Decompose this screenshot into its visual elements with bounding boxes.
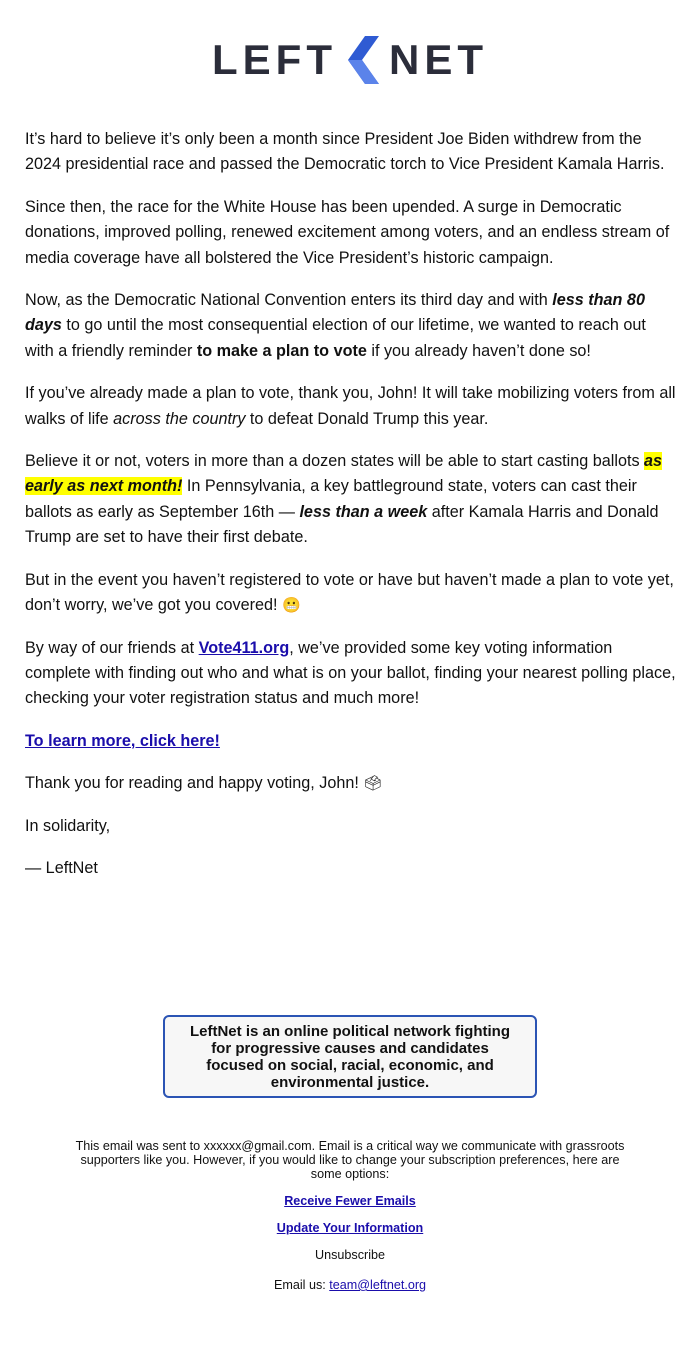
leftnet-logo — [0, 36, 700, 84]
emphasis-80-days: less than 80 days — [25, 291, 645, 335]
paragraph-intro: It’s hard to believe it’s only been a month since President Joe Biden withdrew from the 2024 presidential race and passed the Democratic torch to Vice President Kamala Harris. — [25, 130, 665, 174]
emphasis-plan-to-vote: to make a plan to vote — [196, 341, 367, 360]
unsubscribe-link[interactable]: Unsubscribe — [315, 1248, 385, 1262]
paragraph-covered: But in the event you haven’t registered to vote or have but haven’t made a plan to vote yet, don’t worry, we’ve got you covered! 😬 — [25, 570, 674, 615]
vote411-link[interactable]: Vote411.org — [198, 638, 290, 657]
logo-left-text: LEFT — [212, 36, 337, 83]
receive-fewer-emails-link[interactable]: Receive Fewer Emails — [284, 1194, 416, 1208]
chevron-logo-icon — [345, 36, 379, 84]
learn-more-link[interactable]: To learn more, click here! — [25, 731, 220, 750]
footer-contact — [70, 1278, 630, 1292]
emphasis-less-than-week: less than a week — [299, 502, 428, 521]
paragraph-vote411: By way of our friends at Vote411.org, we’ve provided some key voting information complete with finding out who and what is on your ballot, finding your nearest polling place, checking your voter registration status and much more! — [25, 638, 676, 708]
signature: — LeftNet — [25, 858, 98, 877]
paragraph-thank-you: If you’ve already made a plan to vote, thank you, John! It will take mobilizing voters from all walks of life across the country to defeat Donald Trump this year. — [25, 384, 676, 428]
contact-email-link[interactable]: team@leftnet.org — [329, 1278, 427, 1292]
paragraph-cta — [25, 729, 677, 754]
email-us-label: Email us: — [273, 1278, 330, 1292]
highlight-next-month: as early as next month! — [25, 452, 663, 496]
grimacing-face-icon: 😬 — [282, 596, 301, 615]
email-footer — [70, 1139, 630, 1292]
about-callout-text: LeftNet is an online political network fighting for progressive causes and candidates focused on social, racial, economic, and environmental justice. — [189, 1022, 510, 1091]
footer-notice: This email was sent to xxxxxx@gmail.com. Email is a critical way we communicate with grassroots supporters like you. However, if you would like to change your subscription preferences, here are some options: — [75, 1139, 625, 1181]
email-body — [25, 127, 677, 898]
update-information-link[interactable]: Update Your Information — [276, 1221, 424, 1235]
about-callout-box — [163, 1015, 537, 1098]
ballot-box-icon: 🗳 — [363, 774, 383, 793]
paragraph-convention: Now, as the Democratic National Convention enters its third day and with less than 80 days to go until the most consequential election of our lifetime, we wanted to reach out with a friendly reminder to make a plan to vote if you already haven’t done so! — [25, 291, 646, 360]
paragraph-thanks-reading: Thank you for reading and happy voting, John! 🗳 — [25, 774, 383, 793]
paragraph-race: Since then, the race for the White House has been upended. A surge in Democratic donations, improved polling, renewed excitement among voters, and an endless stream of media coverage have all bolstered the Vice President’s historic campaign. — [25, 197, 670, 267]
emphasis-across-country: across the country — [113, 409, 246, 428]
signoff: In solidarity, — [25, 816, 111, 835]
paragraph-early-voting: Believe it or not, voters in more than a dozen states will be able to start casting ballots as early as next month! In Pennsylvania, a key battleground state, voters can cast their ballots as early as September 16th — less than a week after Kamala Harris and Donald Trump are set to have their first debate. — [25, 452, 663, 547]
logo-right-text: NET — [388, 36, 488, 83]
